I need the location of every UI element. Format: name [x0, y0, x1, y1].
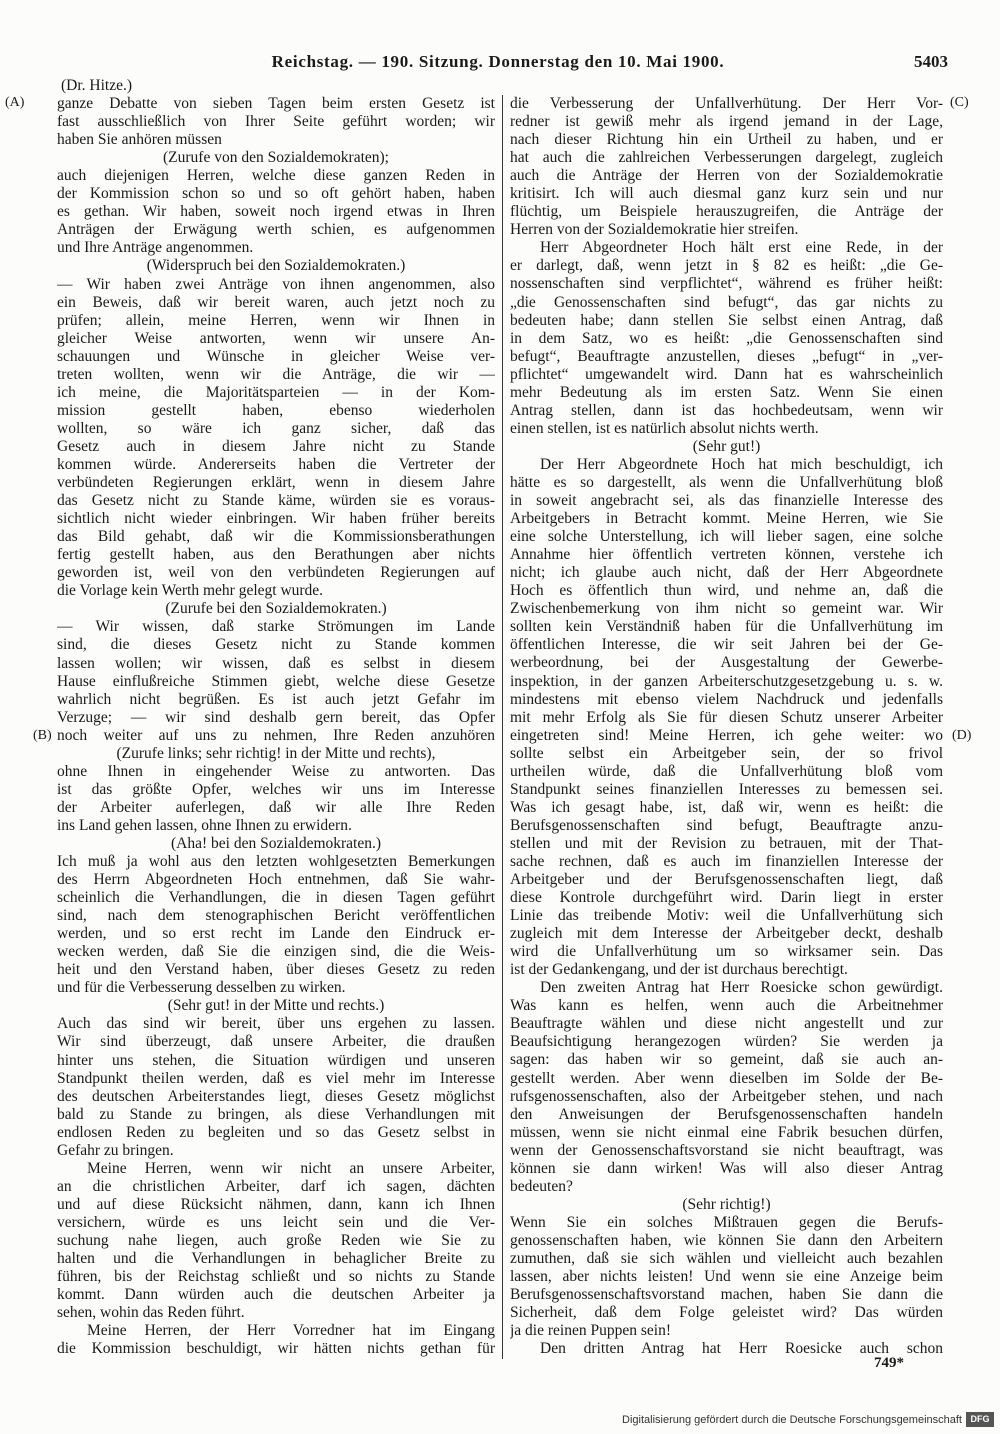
speaker-name: (Dr. Hitze.) — [61, 77, 133, 94]
text-line: noch weiter auf uns zu nehmen, Ihre Reden anzuhören — [57, 726, 495, 744]
margin-marker-b: (B) — [33, 728, 52, 743]
column-divider — [502, 95, 503, 1359]
margin-marker-a: (A) — [5, 95, 25, 110]
text-line: gleicher Weise antworten, wenn wir unsere An- — [57, 329, 495, 347]
text-line: Den zweiten Antrag hat Herr Roesicke schon gewürdigt. — [540, 979, 943, 997]
text-line: Beaufsichtigung herangezogen würden? Sie werden ja — [510, 1033, 943, 1051]
text-line: ist das größte Opfer, welches wir uns im Interesse — [57, 780, 495, 798]
text-line: Linie das treibende Motiv: weil die Unfallverhütung sich — [510, 907, 943, 925]
text-line: der Arbeiter auferlegen, daß wir alle Ihre Reden — [57, 798, 495, 816]
text-line: und für die Verbesserung desselben zu wirken. — [57, 979, 346, 997]
text-line: Zwischenbemerkung von ihm nicht so gemeint war. Wir — [510, 600, 943, 618]
text-line: den Anweisungen der Berufsgenossenschaften handeln — [510, 1105, 943, 1123]
text-line: pflichtet“ umgewandelt wird. Dann hat es wahrscheinlich — [510, 365, 943, 383]
text-line: zumuthen, daß sie sich wählen und vielleicht auch bezahlen — [510, 1250, 943, 1267]
text-line: in dem Satz, wo es heißt: „die Genossenschaften sind — [510, 329, 943, 347]
text-line: Auch das sind wir bereit, über uns ergehen zu lassen. — [57, 1015, 495, 1033]
text-line: einen stellen, ist es natürlich absolut nichts werth. — [510, 419, 819, 437]
text-line: Verzuge; — wir sind deshalb gern bereit, das Opfer — [57, 708, 495, 726]
text-line: genossenschaften haben, wie können Sie dann den Arbeitern — [510, 1231, 943, 1249]
text-line: lassen wollen; wir wissen, daß es selbst in diesem — [57, 654, 495, 672]
text-line: schauungen und Wünsche in gleicher Weise ver- — [57, 347, 495, 365]
left-column — [57, 77, 495, 1358]
text-line: an die christlichen Arbeiter, darf ich sagen, dächten — [57, 1177, 495, 1195]
text-line: geworden ist, weil von den verbündeten Regierungen auf — [57, 564, 495, 582]
text-line: Meine Herren, wenn wir nicht an unsere Arbeiter, — [87, 1159, 495, 1177]
digitization-credit: Digitalisierung gefördert durch die Deutsche Forschungsgemeinschaft — [622, 1414, 962, 1426]
text-line: inspektion, in der ganzen Arbeiterschutzgesetzgebung u. s. w. — [510, 672, 943, 690]
text-line: kritisirt. Ich will auch diesmal ganz kurz sein und nur — [510, 185, 943, 203]
text-line: hätte es so dargestellt, als wenn die Unfallverhütung bloß — [510, 473, 943, 491]
text-line: „die Genossenschaften sind befugt“, das gar nichts zu — [510, 293, 943, 311]
text-line: bedeuten? — [510, 1177, 573, 1195]
margin-marker-d: (D) — [952, 728, 972, 743]
text-line: er darlegt, daß, wenn jetzt in § 82 es heißt: „die Ge- — [510, 257, 943, 275]
interjection-line: (Zurufe links; sehr richtig! in der Mitte und rechts), — [116, 744, 436, 762]
text-line: auch diejenigen Herren, welche diese ganzen Reden in — [57, 167, 495, 185]
margin-marker-c: (C) — [950, 95, 969, 110]
text-line: zugleich mit dem Interesse der Arbeitgeber deckt, deshalb — [510, 925, 943, 943]
text-line: mit mehr Erfolg als Sie für diesen Schutz unserer Arbeiter — [510, 708, 943, 726]
text-line: die Kommission beschuldigt, wir hätten nichts gethan für — [57, 1340, 495, 1358]
text-line: sagen: das haben wir so gemeint, daß sie auch an- — [510, 1051, 943, 1069]
text-line: eingetreten sind! Meine Herren, ich gehe weiter: wo — [510, 726, 943, 744]
text-line: endlosen Reden zu begleiten und so das Gesetz selbst in — [57, 1123, 495, 1141]
text-line: sollten kein Verständniß haben für die Unfallverhütung im — [510, 618, 943, 636]
text-line: Ich muß ja wohl aus den letzten wohlgesetzten Bemerkungen — [57, 853, 495, 871]
text-line: Was ich gesagt habe, ist, daß wir, wenn es heißt: die — [510, 798, 943, 816]
text-line: nach dieser Richtung hin ein Urtheil zu haben, und er — [510, 131, 943, 149]
text-line: bald zu Stande zu bringen, als diese Verhandlungen mit — [57, 1105, 495, 1123]
text-line: des Herrn Abgeordneten Hoch entnehmen, daß Sie wahr- — [57, 871, 495, 889]
text-line: es gethan. Wir haben, soweit noch irgend etwas in Ihren — [57, 203, 495, 221]
text-line: sind, nach dem stenographischen Bericht veröffentlichen — [57, 907, 495, 925]
interjection-line: (Sehr gut! in der Mitte und rechts.) — [167, 997, 385, 1015]
text-line: sollte selbst ein Arbeitgeber sein, der so frivol — [510, 744, 943, 762]
text-line: Den dritten Antrag hat Herr Roesicke auch schon — [540, 1340, 943, 1358]
text-line: — Wir wissen, daß starke Strömungen im Lande — [57, 618, 495, 636]
text-line: heit und den Verstand haben, über dieses Gesetz zu reden — [57, 961, 495, 979]
text-line: Was kann es helfen, wenn auch die Arbeitnehmer — [510, 997, 943, 1015]
text-line: stellen und mit der Revision zu betrauen, mit der That- — [510, 834, 943, 852]
text-line: und Ihre Anträge angenommen. — [57, 239, 254, 257]
text-line: wenn der Genossenschaftsvorstand sie nicht beauftragt, was — [510, 1141, 943, 1159]
text-line: öffentlichen Interesse, die wir seit Jahren bei der Ge- — [510, 636, 943, 654]
text-line: können sie dann wirken! Was will also dieser Antrag — [510, 1159, 943, 1177]
text-line: fertig gestellt haben, aus den Berathungen aber nichts — [57, 546, 495, 564]
text-line: gestellt werden. Aber wenn dieselben im Solde der Be- — [510, 1069, 943, 1087]
text-line: suchung nahe liegen, auch große Reden wie Sie zu — [57, 1232, 495, 1249]
text-line: sind, die dieses Gesetz nicht zu Stande kommen — [57, 636, 495, 654]
interjection-line: (Zurufe bei den Sozialdemokraten.) — [165, 600, 387, 618]
text-line: Berufsgenossenschaften sind befugt, Beauftragte anzu- — [510, 816, 943, 834]
text-line: Wenn Sie ein solches Mißtrauen gegen die Berufs- — [510, 1213, 943, 1231]
text-line: ist der Gedankengang, und der ist durchaus berechtigt. — [510, 961, 848, 979]
text-line: sehen, wohin das Reden führt. — [57, 1304, 245, 1322]
text-line: die Verbesserung der Unfallverhütung. Der Herr Vor- — [510, 95, 943, 112]
text-line: halten und die Verhandlungen in behaglicher Breite zu — [57, 1250, 495, 1268]
text-line: nicht; ich glaube auch nicht, daß der Herr Abgeordnete — [510, 564, 943, 582]
text-line: diese Kontrole durchgeführt wird. Darin liegt in erster — [510, 889, 943, 907]
text-line: haben Sie anhören müssen — [57, 131, 222, 149]
text-line: ganze Debatte von sieben Tagen beim ersten Gesetz ist — [57, 95, 495, 113]
dfg-logo: DFG — [966, 1412, 994, 1427]
text-line: flüchtig, um Beispiele herauszugreifen, die Anträge der — [510, 203, 943, 221]
text-line: führen, bis der Reichstag schließt und so nichts zu Stande — [57, 1268, 495, 1286]
text-line: und auf diese Rücksicht nähmen, dann, kann ich Ihnen — [57, 1195, 495, 1213]
text-line: lassen, aber nichts leisten! Und wenn sie eine Anzeige beim — [510, 1268, 943, 1286]
text-line: das Bild gehabt, daß wir die Kommissionsberathungen — [57, 528, 495, 546]
text-line: Anträgen der Erwägung werth schien, es aufgenommen — [57, 221, 495, 239]
text-line: rufsgenossenschaften, also der Arbeitgeber stehen, und nach — [510, 1087, 943, 1105]
text-line: Herr Abgeordneter Hoch hält erst eine Rede, in der — [540, 239, 943, 257]
text-line: mission gestellt haben, ebenso wiederholen — [57, 401, 495, 419]
text-line: die Vorlage kein Werth mehr gelegt wurde. — [57, 582, 324, 600]
text-line: wird die Unfallverhütung um so wirksamer sein. Das — [510, 943, 943, 961]
text-line: fast ausschließlich von Ihrer Seite geführt worden; wir — [57, 113, 495, 131]
text-line: wahrlich nicht begrüßen. Es ist auch jetzt Gefahr im — [57, 690, 495, 708]
text-line: ich meine, die Majoritätsparteien — in der Kom- — [57, 383, 495, 401]
text-line: ohne Ihnen in eingehender Weise zu antworten. Das — [57, 762, 495, 780]
page-header-title: Reichstag. — 190. Sitzung. Donnerstag den 10. Mai 1900. — [271, 52, 725, 71]
text-line: Wir sind überzeugt, daß unsere Arbeiter, die draußen — [57, 1033, 495, 1051]
interjection-line: (Sehr richtig!) — [682, 1195, 771, 1213]
text-line: Sicherheit, daß dem Folge geleistet wird? Das würden — [510, 1304, 943, 1322]
right-column — [510, 95, 943, 1358]
text-line: hinter uns stehen, die Situation würdigen und unseren — [57, 1051, 495, 1069]
text-line: das Gesetz nicht zu Stande käme, würden sie es voraus- — [57, 492, 495, 510]
text-line: müssen, wenn sie nicht einmal eine Fabrik besuchen dürfen, — [510, 1123, 943, 1141]
signature-mark: 749* — [874, 1355, 904, 1371]
text-line: der Kommission schon so und so oft gehört haben, haben — [57, 185, 495, 203]
text-line: nossenschaften sind verpflichtet“, während es früher heißt: — [510, 275, 943, 293]
text-line: Hoch es öffentlich thun wird, und nehme an, daß die — [510, 582, 943, 600]
text-line: kommen würde. Andererseits haben die Vertreter der — [57, 455, 495, 473]
text-line: eine solche Unterstellung, ich will lieber sagen, eine solche — [510, 528, 943, 546]
text-line: werden, und so erst recht im Lande den Eindruck er- — [57, 925, 495, 943]
text-line: redner ist gewiß mehr als irgend jemand in der Lage, — [510, 113, 943, 131]
text-line: Standpunkt theilen werden, daß es viel mehr im Interesse — [57, 1069, 495, 1087]
text-line: auch die Anträge der Herren von der Sozialdemokratie — [510, 167, 943, 185]
text-line: sache rechnen, daß es auch im finanziellen Interesse der — [510, 852, 943, 870]
text-line: Herren von der Sozialdemokratie hier streifen. — [510, 221, 799, 239]
text-line: ein Beweis, daß wir bereit waren, auch jetzt noch zu — [57, 293, 495, 311]
text-line: werbeordnung, bei der Ausgestaltung der Gewerbe- — [510, 654, 943, 672]
text-line: ja die reinen Puppen sein! — [510, 1322, 671, 1340]
interjection-line: (Aha! bei den Sozialdemokraten.) — [170, 834, 382, 852]
text-line: versichern, würde es uns leicht sein und die Ver- — [57, 1213, 495, 1231]
text-line: urtheilen würde, daß die Unfallverhütung bloß vom — [510, 762, 943, 780]
text-line: Arbeitgebers in Betracht kommt. Meine Herren, wie Sie — [510, 510, 943, 528]
text-line: Meine Herren, der Herr Vorredner hat im Eingang — [87, 1322, 495, 1340]
text-line: treten wollten, wenn wir die Anträge, die wir — — [57, 365, 495, 383]
text-line: hat auch die zahlreichen Verbesserungen dargelegt, zugleich — [510, 149, 943, 167]
interjection-line: (Widerspruch bei den Sozialdemokraten.) — [146, 257, 406, 275]
text-line: mindestens mit ebenso vielem Nachdruck und jedenfalls — [510, 690, 943, 708]
text-line: Annahme hier öffentlich vertreten können, verstehe ich — [510, 546, 943, 564]
text-line: sichtlich nicht wieder einbringen. Wir haben früher bereits — [57, 510, 495, 528]
text-line: — Wir haben zwei Anträge von ihnen angenommen, also — [57, 275, 495, 293]
text-line: mehr Bedeutung als im ersten Satz. Wenn Sie einen — [510, 383, 943, 401]
text-line: Standpunkt seines finanziellen Interesses zu bemessen sei. — [510, 780, 943, 798]
text-line: in soweit angebracht sei, als das finanzielle Interesse des — [510, 492, 943, 510]
page-number: 5403 — [914, 52, 948, 71]
text-line: Berufsgenossenschaftsvorstand machen, haben Sie dann die — [510, 1286, 943, 1304]
text-line: Der Herr Abgeordnete Hoch hat mich beschuldigt, ich — [540, 455, 943, 473]
text-line: Arbeitgeber und der Berufsgenossenschaften liegt, daß — [510, 871, 943, 889]
text-line: kommt. Dann würden auch die deutschen Arbeiter ja — [57, 1286, 495, 1304]
text-line: Gesetz auch in diesem Jahre nicht zu Stande — [57, 437, 495, 455]
text-line: Gefahr zu bringen. — [57, 1141, 174, 1159]
interjection-line: (Sehr gut!) — [692, 437, 761, 455]
text-line: scheinlich die Verhandlungen, die in diesen Tagen geführt — [57, 889, 495, 907]
text-line: bedeuten habe; dann stellen Sie selbst einen Antrag, daß — [510, 311, 943, 329]
text-line: Antrag stellen, dann ist das hochbedeutsam, wenn wir — [510, 401, 943, 419]
text-line: verbündeten Regierungen erklärt, wenn in diesem Jahre — [57, 474, 495, 492]
text-line: wollten, so wäre ich ganz sicher, daß das — [57, 419, 495, 437]
text-line: prüfen; allein, meine Herren, wenn wir Ihnen in — [57, 311, 495, 329]
text-line: des deutschen Arbeiterstandes liegt, dieses Gesetz möglichst — [57, 1087, 495, 1105]
text-line: ins Land gehen lassen, ohne Ihnen zu erwidern. — [57, 816, 352, 834]
text-line: Hause einflußreiche Stimmen giebt, welche diese Gesetze — [57, 672, 495, 690]
interjection-line: (Zurufe von den Sozialdemokraten); — [163, 149, 389, 167]
text-line: wecken werden, daß Sie die einzigen sind, die die Weis- — [57, 943, 495, 961]
text-line: befugt“, Beauftragte anzustellen, dieses „befugt“ in „ver- — [510, 347, 943, 365]
text-line: Beauftragte wählen und diese nicht angestellt und zur — [510, 1015, 943, 1033]
